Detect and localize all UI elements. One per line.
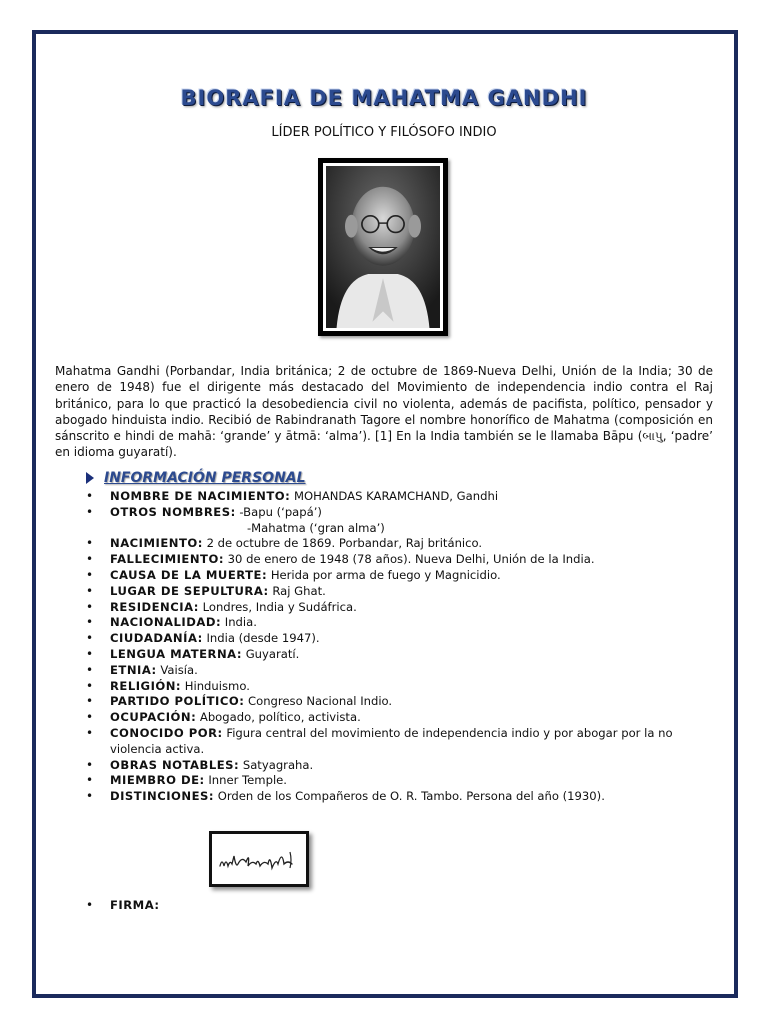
personal-info-list [86,489,716,805]
info-item [86,679,716,695]
info-label: OCUPACIÓN: [110,710,197,725]
info-value: Congreso Nacional Indio. [248,694,393,709]
portrait-image [323,163,443,331]
info-item [86,710,716,726]
biography-paragraph: Mahatma Gandhi (Porbandar, India británica; 2 de octubre de 1869-Nueva Delhi, Unión de la India; 30 de enero de 1948) fue el dirigente más destacado del Movimiento de independencia indio contra el Raj británico, para lo que practicó la desobediencia civil no violenta, además de pacifista, político, pensador y abogado hinduista indio. Recibió de Rabindranath Tagore el nombre honorífico de Mahatma (composición en sánscrito e hindi de mahā: ‘grande’ y ātmā: ‘alma’). [1] En la India también se le llamaba Bāpu (બાપુ, ‘padre’ en idioma guyaratí). [55,364,713,460]
info-value-continued: -Mahatma (‘gran alma’) [247,520,385,535]
info-item [86,568,716,584]
info-label: NOMBRE DE NACIMIENTO: [110,489,291,503]
info-label: LUGAR DE SEPULTURA: [110,583,269,598]
info-value: Orden de los Compañeros de O. R. Tambo. Persona del año (1930). [217,789,605,804]
info-value: Satyagraha. [242,757,314,772]
info-value: Guyaratí. [245,646,300,661]
info-item [86,552,716,568]
info-item [86,615,716,631]
section-title: INFORMACIÓN PERSONAL [104,470,306,486]
info-value: -Bapu (‘papá’) [239,504,322,519]
info-value: Figura central del movimiento de independencia indio y por abogar por la no violencia activa. [110,725,673,756]
info-value: Abogado, político, activista. [199,710,361,725]
info-label: CIUDADANÍA: [110,631,203,646]
info-item [86,789,716,805]
info-value: Herida por arma de fuego y Magnicidio. [270,567,501,582]
info-label: RELIGIÓN: [110,678,182,693]
signature-image [209,831,309,887]
page-subtitle: LÍDER POLÍTICO Y FILÓSOFO INDIO [271,125,497,140]
info-value: Hinduismo. [184,678,250,693]
info-item [86,758,716,774]
info-value: 2 de octubre de 1869. Porbandar, Raj británico. [206,536,483,551]
info-item [86,489,716,505]
info-label: OTROS NOMBRES: [110,504,236,519]
signature-list [86,898,286,914]
info-label: PARTIDO POLÍTICO: [110,694,245,709]
portrait-photo [318,158,448,336]
info-item [86,584,716,600]
info-label: ETNIA: [110,662,157,677]
signature-label: FIRMA: [110,898,160,912]
info-label: LENGUA MATERNA: [110,646,242,661]
info-value: India. [224,615,257,630]
info-value: 30 de enero de 1948 (78 años). Nueva Delhi, Unión de la India. [227,552,595,567]
page-title: BIORAFIA DE MAHATMA GANDHI [180,86,588,110]
info-label: OBRAS NOTABLES: [110,757,240,772]
info-label: FALLECIMIENTO: [110,552,224,567]
info-label: CAUSA DE LA MUERTE: [110,567,268,582]
info-label: MIEMBRO DE: [110,773,205,788]
info-label: NACIMIENTO: [110,536,203,551]
info-value: India (desde 1947). [206,631,320,646]
info-item [86,600,716,616]
info-item [86,694,716,710]
arrow-bullet-icon [86,472,94,484]
info-item [86,536,716,552]
info-label: NACIONALIDAD: [110,615,222,630]
info-label: DISTINCIONES: [110,789,214,804]
info-label: CONOCIDO POR: [110,725,223,740]
info-item [86,631,716,647]
info-value: Inner Temple. [208,773,287,788]
section-header [86,470,306,486]
signature-label-item [86,898,286,914]
info-item [86,663,716,679]
info-value: Vaisía. [160,662,198,677]
info-item [86,773,716,789]
info-item [86,647,716,663]
info-label: RESIDENCIA: [110,599,199,614]
info-item [86,505,716,537]
info-value: MOHANDAS KARAMCHAND, Gandhi [293,489,499,503]
info-value: Londres, India y Sudáfrica. [202,599,357,614]
info-item [86,726,716,758]
info-value: Raj Ghat. [272,583,326,598]
